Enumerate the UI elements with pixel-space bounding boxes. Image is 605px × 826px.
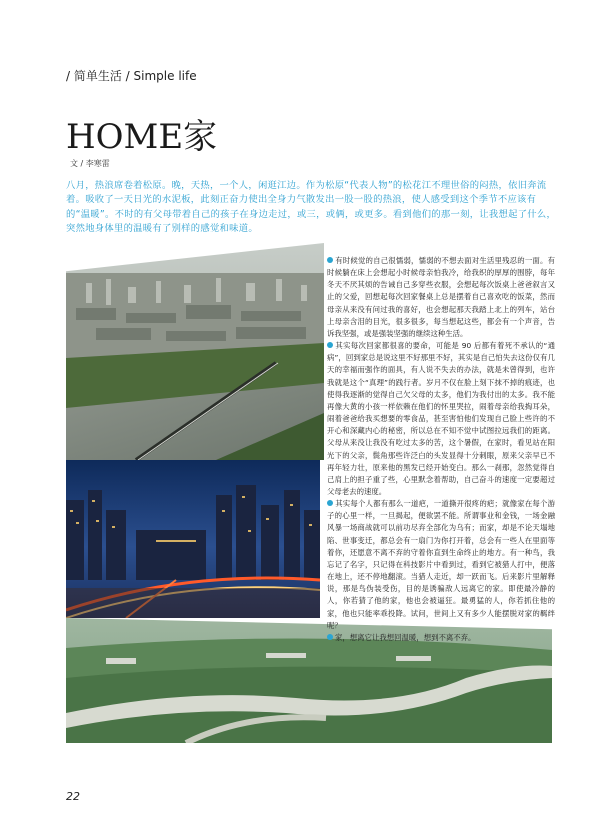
page-number: 22 xyxy=(66,790,80,803)
bullet-icon xyxy=(327,342,333,348)
night-city-skyline-photo xyxy=(66,460,320,618)
body-paragraph: 有时候觉的自己很懦弱，懦弱的不想去面对生活里残忍的一面。有时候躺在床上会想起小时候母亲怕我冷，给我织的厚厚的围脖，每年冬天不厌其烦的告诫自己多穿些衣服，会想起每次饭桌上爸爸叙言又止的父爱，回想起每次回家餐桌上总是摆着自己喜欢吃的饭菜，然而母亲从来没有问过我的喜好，也会想起那天我踏上北上的列车，站台上母亲含泪的目光，很多很多，每当想起这些，都会有一个声音，告诉我坚强，或是强装坚强的继续这种生活。 xyxy=(327,256,555,338)
bullet-icon xyxy=(327,257,333,263)
article-title: HOME家 xyxy=(66,117,218,157)
body-paragraph: 其实每次回家都很喜的要命，可能是 90 后都有着死不承认的“通病”，回到家总是说这里不好那里不好，其实是自己怕失去这份仅有几天的幸福而强作的面具，有人说不失去的办法，就是未曾得到，也许我就是这个“真理”的践行者。岁月不仅在脸上刻下抹不掉的痕迹，也使得我逐渐的觉得自己欠父母的太多，他们为我付出的太多。我不能再像大黄的小孩一样依赖在他们的怀里哭拉，闹着母亲给我掏耳朵，闹着爸爸给我买想要的零食品，甚至害怕他们发现自己脸上些许的不开心和深藏内心的秘密，所以总在不知不觉中试图拉远我们的距离。父母从来没让我没有吃过太多的苦，这个暑假，在家时，看见站在阳光下的父亲，鬓角那些许泛白的头发显得十分刺眼，原来父亲早已不再年轻力壮，原来他的黑发已经开始变白。那么一刹那，忽然觉得自己肩上的担子重了些，心里默念着帮助，自己奋斗的速度一定要超过父母老去的速度。 xyxy=(327,341,555,496)
body-paragraph: 家，想离它让我想回温暖，想到不离不弃。 xyxy=(327,632,555,644)
aerial-city-river-bridge-photo xyxy=(66,243,324,460)
author-byline: 文 / 李寒雷 xyxy=(70,159,110,168)
intro-paragraph: 八月，热浪席卷着松原。晚，天热，一个人，闲逛江边。作为松原“代表人物”的松花江不理世俗的闷热，依旧奔流着。吸收了一天日光的水泥板，此刻正奋力使出全身力气散发出一股一股的热浪，使人感受到这个季节不应该有的“温暖”。不时的有父母带着自己的孩子在身边走过，或三，或俩，或更多。看到他们的那一刻，让我想起了什么，突然地身体里的温暖有了别样的感觉和味道。 xyxy=(66,180,557,234)
bullet-icon xyxy=(327,500,333,506)
article-body xyxy=(327,255,555,644)
section-label: / 简单生活 / Simple life xyxy=(66,69,197,83)
bullet-icon xyxy=(327,634,333,640)
body-paragraph: 其实每个人都有那么一道疤，一道撕开很疼的疤；就像家在每个游子的心里一样，一旦揭起，便欲罢不能。所谓事业和金钱，一场金融风暴一场商战就可以前功尽弃全部化为乌有；而家，却是不论天塌地陷、世事变迁，都总会有一扇门为你打开着，总会有一些人在里面等着你，还愿意不离不弃的守着你直到生命终止的地方。有一种鸟，我忘记了名字，只记得在科技影片中看到过，看到它被猎人打中，便落在地上，还不停地翻滚。当猎人走近，却一跃而飞。后来影片里解释说，那是鸟伪装受伤，目的是诱骗敌人远离它的家。即使最冷静的人，你若猜了他的家，他也会被逼狂。最勇猛的人，你若抓住他的家，他也只能率乖投降。试问，世间上又有多少人能摆脱对家的羁绊呢？ xyxy=(327,499,555,630)
